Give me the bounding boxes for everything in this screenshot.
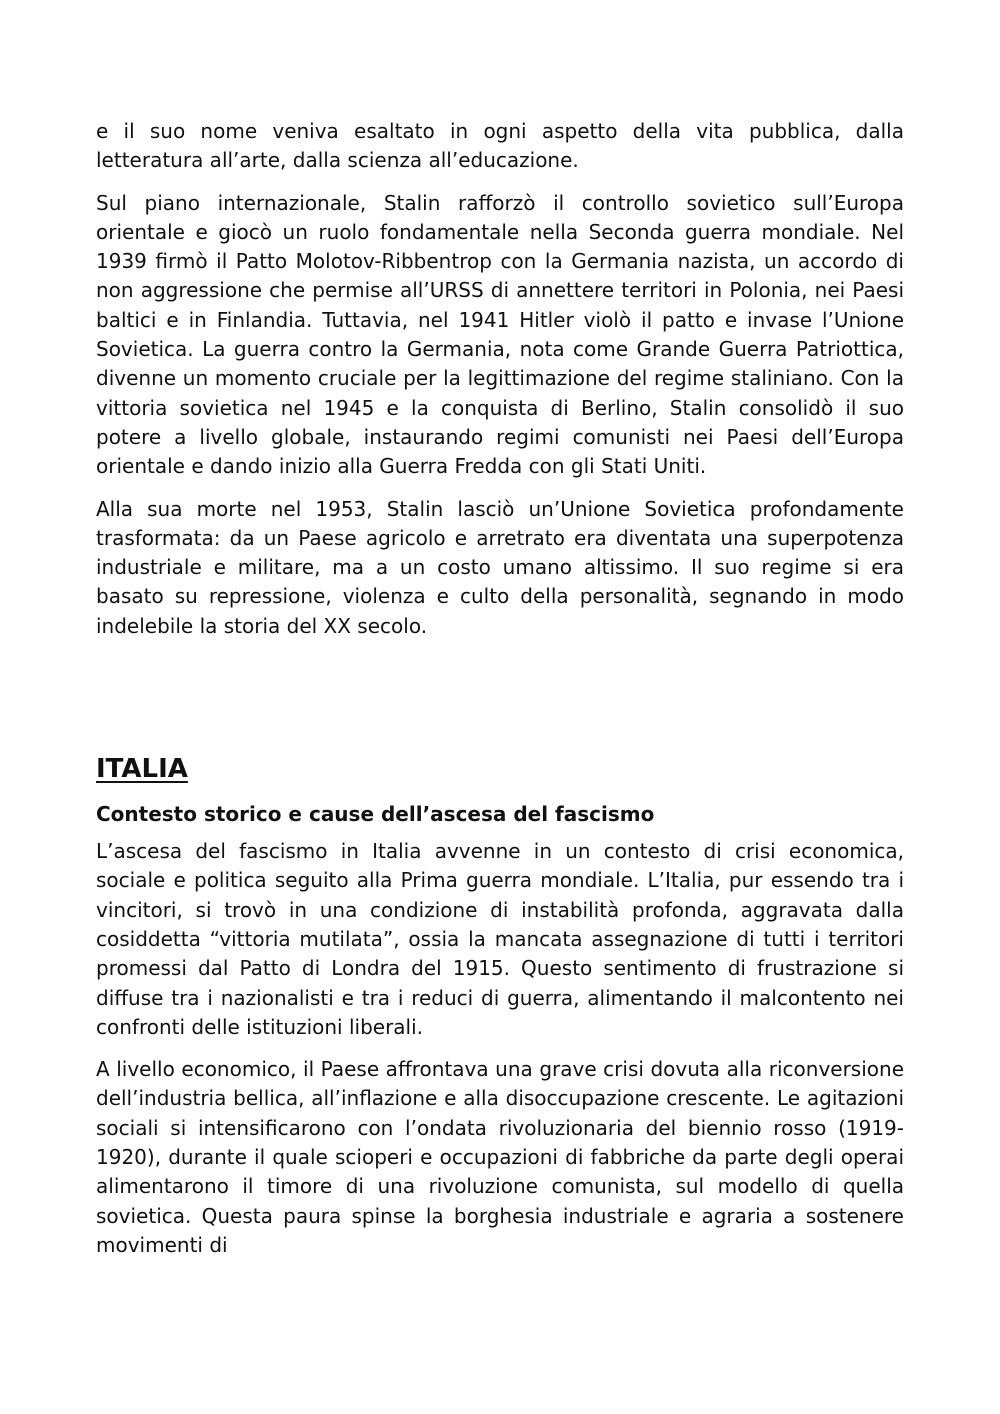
section-spacer <box>96 654 904 749</box>
section-title-italia: ITALIA <box>96 754 188 785</box>
subsection-title: Contesto storico e cause dell’ascesa del fascismo <box>96 802 655 827</box>
paragraph-stalin-death: Alla sua morte nel 1953, Stalin lasciò un’Unione Sovietica profondamente trasformata: da un Paese agricolo e arretrato era diventata una superpotenza industriale e militare, ma a un costo umano altissimo. Il suo regime si era basato su repressione, violenza e culto della personalità, segnando in modo indelebile la storia del XX secolo. <box>96 496 904 638</box>
paragraph-stalin-intro: e il suo nome veniva esaltato in ogni aspetto della vita pubblica, dalla letteratura all’arte, dalla scienza all’educazione. <box>96 119 904 173</box>
paragraph-italia-context: L’ascesa del fascismo in Italia avvenne in un contesto di crisi economica, sociale e politica seguito alla Prima guerra mondiale. L’Italia, pur essendo tra i vincitori, si trovò in una condizione di instabilità profonda, aggravata dalla cosiddetta “vittoria mutilata”, ossia la mancata assegnazione di tutti i territori promessi dal Patto di Londra del 1915. Questo sentimento di frustrazione si diffuse tra i nazionalisti e tra i reduci di guerra, alimentando il malcontento nei confronti delle istituzioni liberali. <box>96 839 904 1039</box>
paragraph-italia-economy: A livello economico, il Paese affrontava una grave crisi dovuta alla riconversione dell’industria bellica, all’inflazione e alla disoccupazione crescente. Le agitazioni sociali si intensificarono con l’ondata rivoluzionaria del biennio rosso (1919-1920), durante il quale scioperi e occupazioni di fabbriche da parte degli operai alimentarono il timore di una rivoluzione comunista, sul modello di quella sovietica. Questa paura spinse la borghesia industriale e agraria a sostenere movimenti di <box>96 1057 904 1257</box>
paragraph-stalin-international: Sul piano internazionale, Stalin rafforzò il controllo sovietico sull’Europa orientale e giocò un ruolo fondamentale nella Seconda guerra mondiale. Nel 1939 firmò il Patto Molotov-Ribbentrop con la Germania nazista, un accordo di non aggressione che permise all’URSS di annettere territori in Polonia, nei Paesi baltici e in Finlandia. Tuttavia, nel 1941 Hitler violò il patto e invase l’Unione Sovietica. La guerra contro la Germania, nota come Grande Guerra Patriottica, divenne un momento cruciale per la legittimazione del regime staliniano. Con la vittoria sovietica nel 1945 e la conquista di Berlino, Stalin consolidò il suo potere a livello globale, instaurando regimi comunisti nei Paesi dell’Europa orientale e dando inizio alla Guerra Fredda con gli Stati Uniti. <box>96 190 904 479</box>
